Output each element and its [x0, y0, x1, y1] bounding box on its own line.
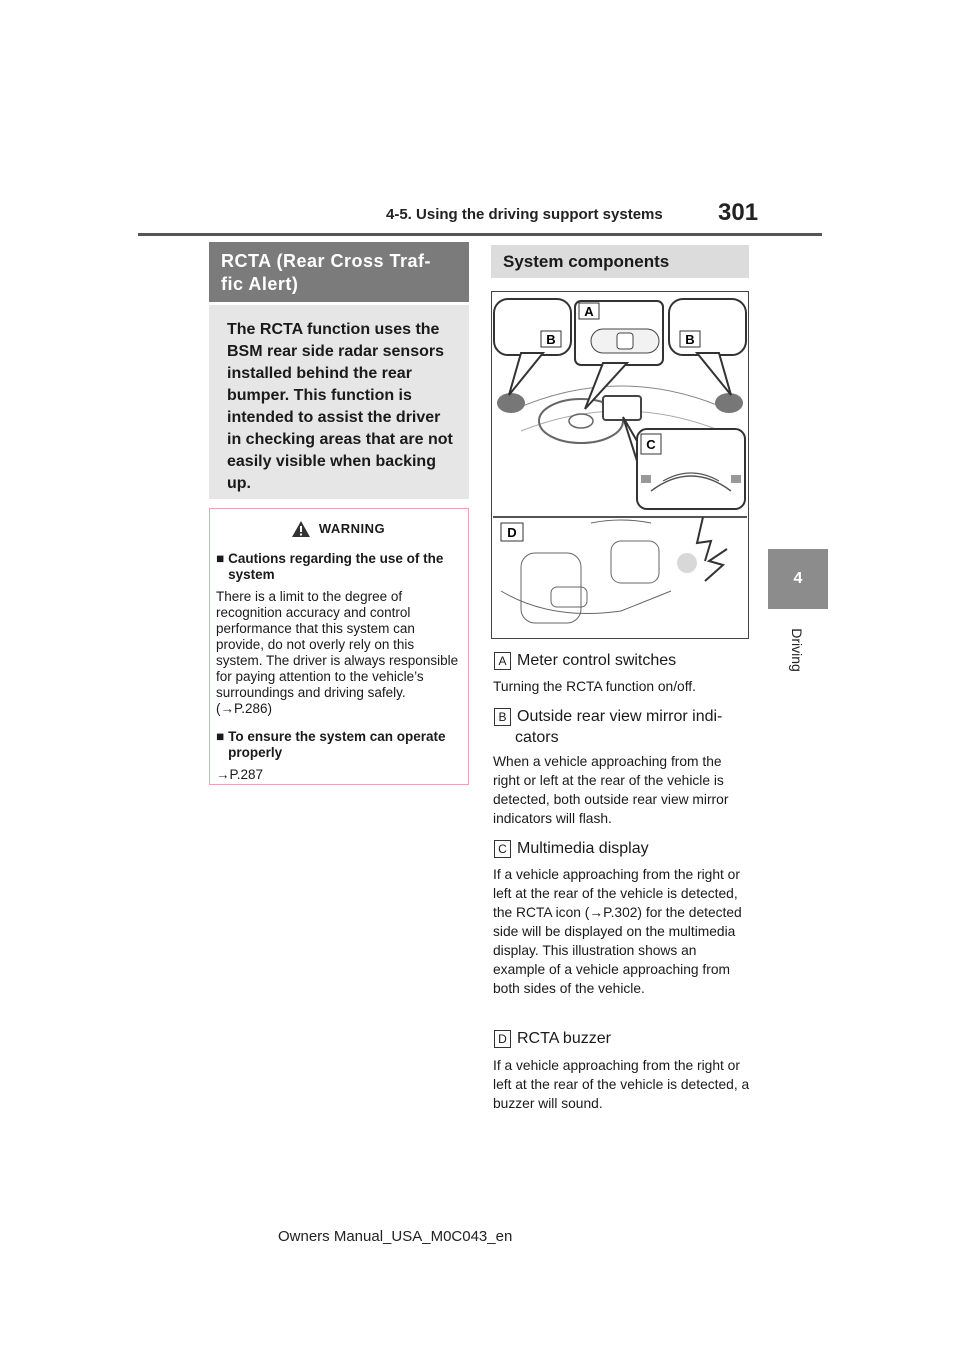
chapter-number-tab: 4 [768, 549, 828, 609]
component-c-title [494, 838, 649, 859]
label-b-right: B [685, 332, 695, 347]
component-c-title-text: Multimedia display [517, 840, 649, 857]
component-d-title [494, 1028, 611, 1049]
warning-item1-title: Cautions regarding the use of the system [228, 551, 444, 582]
section-title: 4-5. Using the driving support systems [386, 206, 663, 223]
warning-title: WARNING [318, 521, 386, 536]
letter-a-box: A [494, 652, 511, 670]
warning-item2-text: →P.287 [216, 767, 264, 782]
square-bullet-icon: ■ [216, 551, 225, 566]
component-b-title-cont [515, 727, 559, 748]
component-a-title [494, 650, 676, 671]
component-b-desc: When a vehicle approaching from the right or left at the rear of the vehicle is detected, both outside rear view mirror indicators will flash. [493, 754, 729, 826]
chapter-label [772, 620, 822, 680]
label-a: A [584, 304, 594, 319]
intro-text: The RCTA function uses the BSM rear side radar sensors installed behind the rear bumper. This function is intended to assist the driver in checking areas that are not easily visible when backing up. [209, 305, 469, 499]
rcta-heading-line2: fic Alert) [221, 274, 299, 294]
warning-icon [291, 520, 311, 538]
label-b-left: B [546, 332, 556, 347]
component-a-desc: Turning the RCTA function on/off. [493, 679, 696, 694]
component-b-title-line2: cators [515, 729, 559, 746]
warning-header [216, 515, 460, 543]
chapter-label-text: Driving [788, 628, 805, 672]
letter-c-box: C [494, 840, 511, 858]
rcta-heading-line1: RCTA (Rear Cross Traf- [221, 251, 432, 271]
warning-item2-title: To ensure the system can operate properly [228, 729, 446, 760]
component-b-title-line1: Outside rear view mirror indi- [517, 708, 723, 725]
square-bullet-icon: ■ [216, 729, 225, 744]
component-d-desc: If a vehicle approaching from the right or left at the rear of the vehicle is detected, a buzzer will sound. [493, 1058, 750, 1111]
warning-item1-heading [216, 551, 460, 583]
component-c-desc: If a vehicle approaching from the right or left at the rear of the vehicle is detected, the RCTA icon (→P.302) for the detected side will be displayed on the multimedia display. This illustration shows an example of a vehicle approaching from both sides of the vehicle. [493, 867, 742, 996]
label-d: D [507, 525, 517, 540]
page-number: 301 [718, 199, 759, 226]
warning-item1-text: There is a limit to the degree of recognition accuracy and control performance that this system can provide, do not overly rely on this system. The driver is always responsible for paying attention to the vehicle’s surroundings and driving safely. (→P.286) [216, 589, 459, 716]
footer-manual-id: Owners Manual_USA_M0C043_en [278, 1228, 513, 1245]
warning-item2-heading [216, 729, 460, 761]
header-divider [138, 233, 822, 236]
system-components-illustration [491, 291, 749, 639]
component-a-title-text: Meter control switches [517, 652, 677, 669]
rcta-heading [209, 242, 469, 302]
component-d-title-text: RCTA buzzer [517, 1030, 611, 1047]
system-components-heading: System components [491, 245, 749, 278]
label-c: C [646, 437, 656, 452]
warning-box [209, 508, 469, 785]
component-b-title [494, 706, 722, 727]
letter-b-box: B [494, 708, 511, 726]
letter-d-box: D [494, 1030, 511, 1048]
